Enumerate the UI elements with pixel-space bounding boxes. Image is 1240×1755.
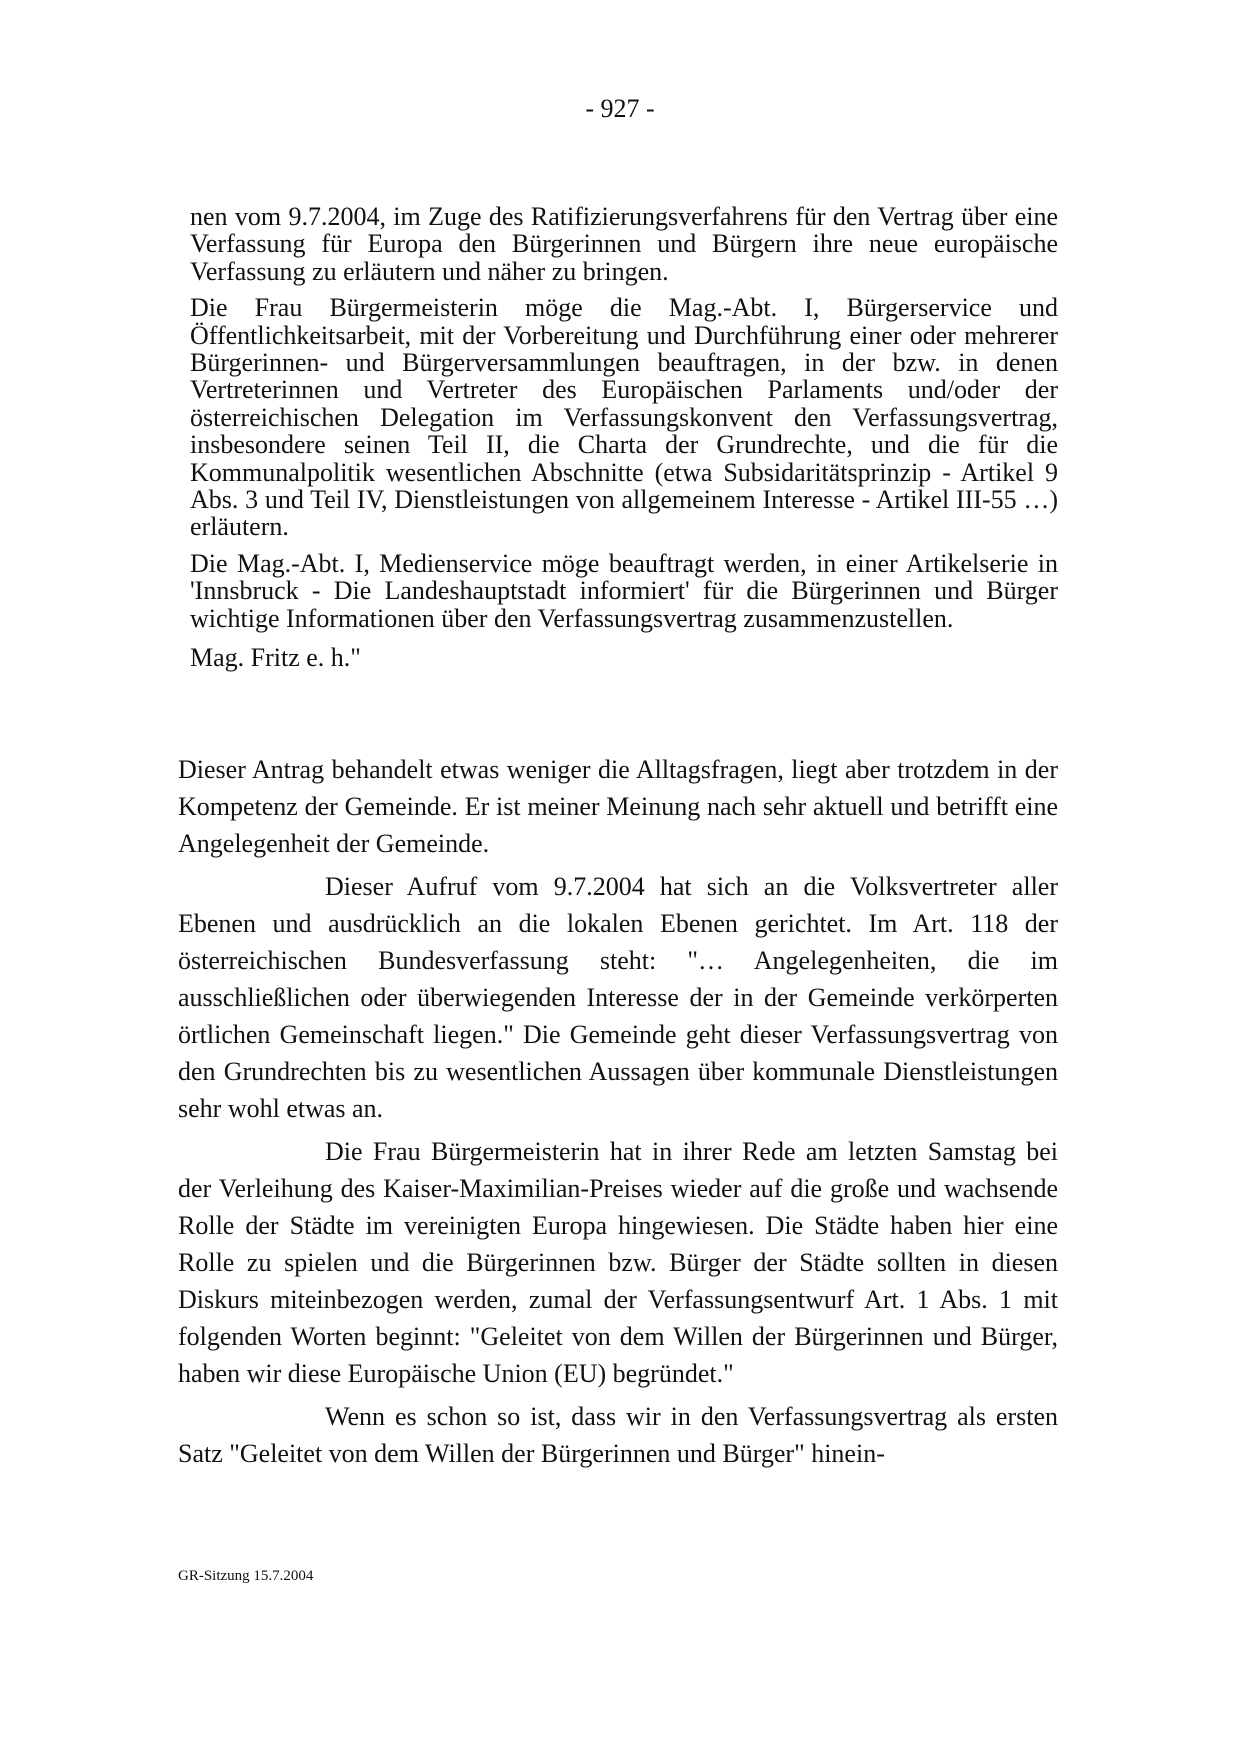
body-paragraph: Dieser Antrag behandelt etwas weniger die Alltagsfragen, liegt aber trotzdem in der Kompetenz der Gemeinde. Er ist meiner Meinung nach sehr aktuell und betrifft eine Angelegenheit der Gemeinde. xyxy=(178,755,1058,858)
quote-signature: Mag. Fritz e. h." xyxy=(190,643,361,673)
speech-body xyxy=(178,751,1058,1478)
quoted-motion xyxy=(190,203,1058,681)
page-number: - 927 - xyxy=(585,94,655,123)
body-paragraph: Wenn es schon so ist, dass wir in den Verfassungsvertrag als ersten Satz "Geleitet von dem Willen der Bürgerinnen und Bürger" hinein- xyxy=(178,1402,1058,1468)
body-paragraph: Die Frau Bürgermeisterin hat in ihrer Rede am letzten Samstag bei der Verleihung des Kaiser-Maximilian-Preises wieder auf die große und wachsende Rolle der Städte im vereinigten Europa hingewiesen. Die Städte haben hier eine Rolle zu spielen und die Bürgerinnen bzw. Bürger der Städte sollten in diesen Diskurs miteinbezogen werden, zumal der Verfassungsentwurf Art. 1 Abs. 1 mit folgenden Worten beginnt: "Geleitet von dem Willen der Bürgerinnen und Bürger, haben wir diese Europäische Union (EU) begründet." xyxy=(178,1137,1058,1388)
footer-session-label: GR-Sitzung 15.7.2004 xyxy=(178,1568,314,1584)
quote-paragraph: Die Mag.-Abt. I, Medienservice möge beauftragt werden, in einer Artikelserie in 'Innsbruck - Die Landeshauptstadt informiert' für die Bürgerinnen und Bürger wichtige Informationen über den Verfassungsvertrag zusammenzustellen. xyxy=(190,548,1058,633)
quote-paragraph: Die Frau Bürgermeisterin möge die Mag.-Abt. I, Bürgerservice und Öffentlichkeitsarbeit, mit der Vorbereitung und Durchführung einer oder mehrerer Bürgerinnen- und Bürgerversammlungen beauftragen, in der bzw. in denen Vertreterinnen und Vertreter des Europäischen Parlaments und/oder der österreichischen Delegation im Verfassungskonvent den Verfassungsvertrag, insbesondere seinen Teil II, die Charta der Grundrechte, und die für die Kommunalpolitik wesentlichen Abschnitte (etwa Subsidaritätsprinzip - Artikel 9 Abs. 3 und Teil IV, Dienstleistungen von allgemeinem Interesse - Artikel III-55 …) erläutern. xyxy=(190,293,1058,542)
quote-paragraph: nen vom 9.7.2004, im Zuge des Ratifizierungsverfahrens für den Vertrag über eine Verfassung für Europa den Bürgerinnen und Bürgern ihre neue europäische Verfassung zu erläutern und näher zu bringen. xyxy=(190,202,1058,286)
body-paragraph: Dieser Aufruf vom 9.7.2004 hat sich an die Volksvertreter aller Ebenen und ausdrücklich an die lokalen Ebenen gerichtet. Im Art. 118 der österreichischen Bundesverfassung steht: "… Angelegenheiten, die im ausschließlichen oder überwiegenden Interesse der in der Gemeinde verkörperten örtlichen Gemeinschaft liegen." Die Gemeinde geht dieser Verfassungsvertrag von den Grundrechten bis zu wesentlichen Aussagen über kommunale Dienstleistungen sehr wohl etwas an. xyxy=(178,872,1058,1123)
